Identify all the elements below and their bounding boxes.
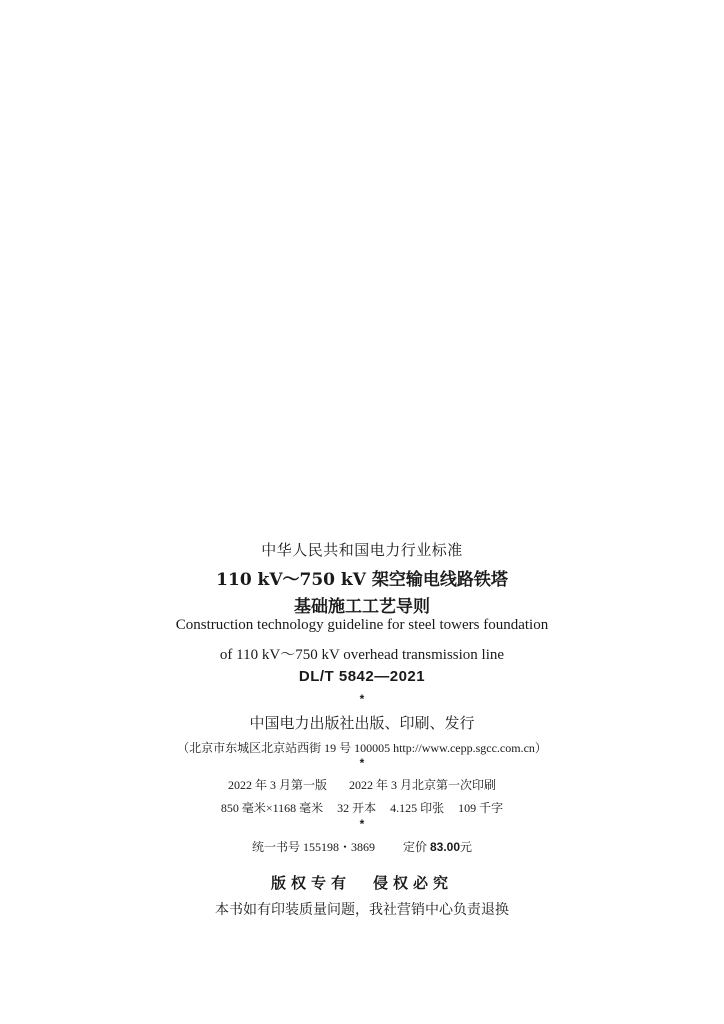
rights-reserved: 版权专有 <box>270 874 351 892</box>
book-number: 统一书号 155198・3869 <box>251 840 375 854</box>
separator-star: * <box>359 817 365 831</box>
title-chinese-line-1: 110 kV～750 kV 架空输电线路铁塔 <box>216 570 508 590</box>
format-line <box>0 799 724 816</box>
separator-star: * <box>359 756 365 770</box>
book-format: 32 开本 <box>337 801 377 815</box>
price-value: 83.00 <box>429 840 461 854</box>
price-unit: 元 <box>460 840 473 854</box>
infringement-warning: 侵权必究 <box>373 874 454 892</box>
publisher-address: （北京市东城区北京站西街 19 号 100005 http://www.cepp.sgcc.com.cn） <box>177 741 547 755</box>
publisher-line: 中国电力出版社出版、印刷、发行 <box>249 714 475 732</box>
issuer-heading: 中华人民共和国电力行业标准 <box>261 541 463 559</box>
printed-sheets: 4.125 印张 <box>390 801 445 815</box>
title-english-line-2: of 110 kV～750 kV overhead transmission line <box>219 647 505 663</box>
copyright-line <box>0 872 724 893</box>
price-label: 定价 <box>402 840 427 854</box>
title-chinese-line-2: 基础施工工艺导则 <box>294 597 430 617</box>
edition-text: 2022 年 3 月第一版 <box>227 778 327 792</box>
book-number-line <box>0 838 724 855</box>
paper-size: 850 毫米×1168 毫米 <box>220 801 324 815</box>
edition-line <box>0 776 724 793</box>
word-count: 109 千字 <box>458 801 504 815</box>
quality-notice: 本书如有印装质量问题，我社营销中心负责退换 <box>215 902 509 918</box>
printing-text: 2022 年 3 月北京第一次印刷 <box>349 778 497 792</box>
title-english-line-1: Construction technology guideline for steel towers foundation <box>175 617 549 633</box>
separator-star: * <box>359 692 365 706</box>
standard-code: DL/T 5842—2021 <box>298 668 426 685</box>
